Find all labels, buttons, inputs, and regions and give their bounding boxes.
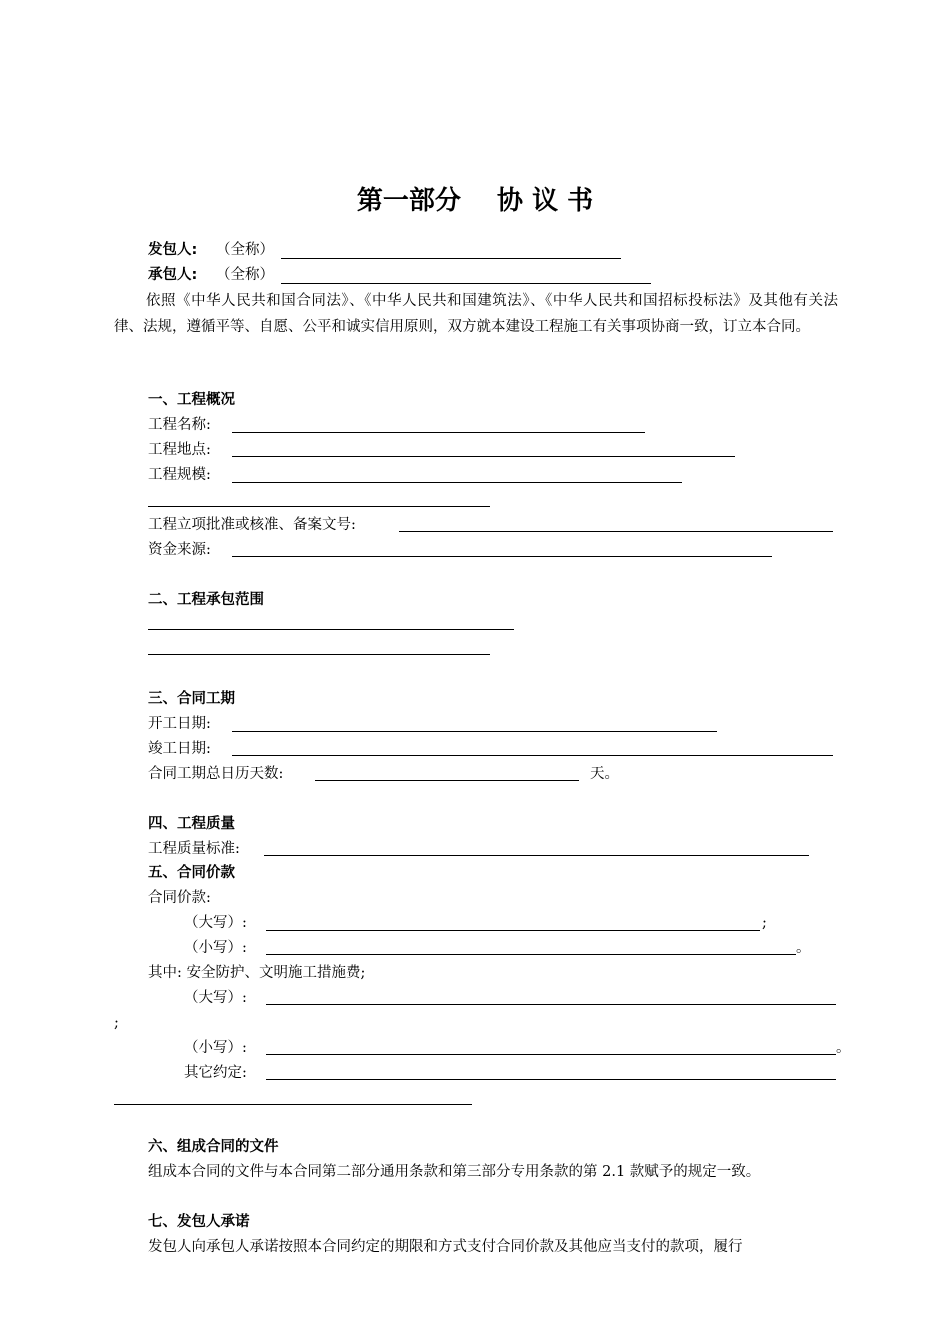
price-upper-blank (266, 930, 760, 931)
other-terms-blank-2 (114, 1104, 472, 1105)
funding-source-label: 资金来源: (148, 542, 211, 558)
section-1-heading: 一、工程概况 (148, 392, 235, 408)
scope-blank-1 (148, 629, 514, 630)
funding-source-blank (232, 556, 772, 557)
project-scale-blank (232, 482, 682, 483)
price-upper-label: （大写）: (184, 915, 247, 931)
safety-fee-label: 其中: 安全防护、文明施工措施费; (148, 965, 366, 981)
fee-upper-blank (266, 1004, 836, 1005)
contractor-name-blank (281, 283, 651, 284)
price-lower-period: 。 (796, 940, 811, 956)
contract-price-label: 合同价款: (148, 890, 211, 906)
employer-full-name-hint: （全称） (216, 242, 274, 258)
fee-lower-label: （小写）: (184, 1040, 247, 1056)
employer-name-blank (281, 258, 621, 259)
other-terms-label: 其它约定: (184, 1065, 247, 1081)
approval-number-blank (399, 531, 833, 532)
section-5-heading: 五、合同价款 (148, 865, 235, 881)
other-terms-blank (266, 1079, 836, 1080)
price-lower-blank (266, 954, 796, 955)
intro-paragraph: 依照《中华人民共和国合同法》、《中华人民共和国建筑法》、《中华人民共和国招标投标法》及其他有关法律、法规，遵循平等、自愿、公平和诚实信用原则，双方就本建设工程施工有关事项协商一致，订立本合同。 (114, 293, 838, 335)
contract-documents-text: 组成本合同的文件与本合同第二部分通用条款和第三部分专用条款的第 2.1 款赋予的规定一致。 (148, 1164, 761, 1180)
project-scale-blank-2 (148, 506, 490, 507)
employer-promise-text: 发包人向承包人承诺按照本合同约定的期限和方式支付合同价款及其他应当支付的款项，履行 (148, 1239, 743, 1255)
section-6-heading: 六、组成合同的文件 (148, 1139, 279, 1155)
price-upper-semicolon: ; (762, 915, 767, 931)
contractor-full-name-hint: （全称） (216, 267, 274, 283)
quality-standard-blank (264, 855, 809, 856)
project-scale-label: 工程规模: (148, 467, 211, 483)
fee-upper-semicolon: ; (114, 1015, 119, 1031)
project-name-label: 工程名称: (148, 417, 211, 433)
project-location-label: 工程地点: (148, 442, 211, 458)
project-location-blank (232, 456, 735, 457)
total-days-label: 合同工期总日历天数: (148, 766, 284, 782)
fee-lower-period: 。 (836, 1040, 851, 1056)
total-days-blank (315, 780, 579, 781)
price-lower-label: （小写）: (184, 940, 247, 956)
days-unit: 天。 (590, 766, 619, 782)
start-date-blank (232, 731, 717, 732)
section-2-heading: 二、工程承包范围 (148, 592, 264, 608)
fee-lower-blank (266, 1054, 836, 1055)
approval-number-label: 工程立项批准或核准、备案文号: (148, 517, 356, 533)
fee-upper-label: （大写）: (184, 990, 247, 1006)
finish-date-blank (232, 755, 833, 756)
finish-date-label: 竣工日期: (148, 741, 211, 757)
quality-standard-label: 工程质量标准: (148, 841, 240, 857)
contractor-label: 承包人: (148, 267, 198, 283)
section-3-heading: 三、合同工期 (148, 691, 235, 707)
page-title: 第一部分 协 议 书 (356, 186, 594, 216)
project-name-blank (232, 432, 645, 433)
scope-blank-2 (148, 654, 490, 655)
section-7-heading: 七、发包人承诺 (148, 1214, 250, 1230)
section-4-heading: 四、工程质量 (148, 816, 235, 832)
employer-label: 发包人: (148, 242, 198, 258)
start-date-label: 开工日期: (148, 716, 211, 732)
